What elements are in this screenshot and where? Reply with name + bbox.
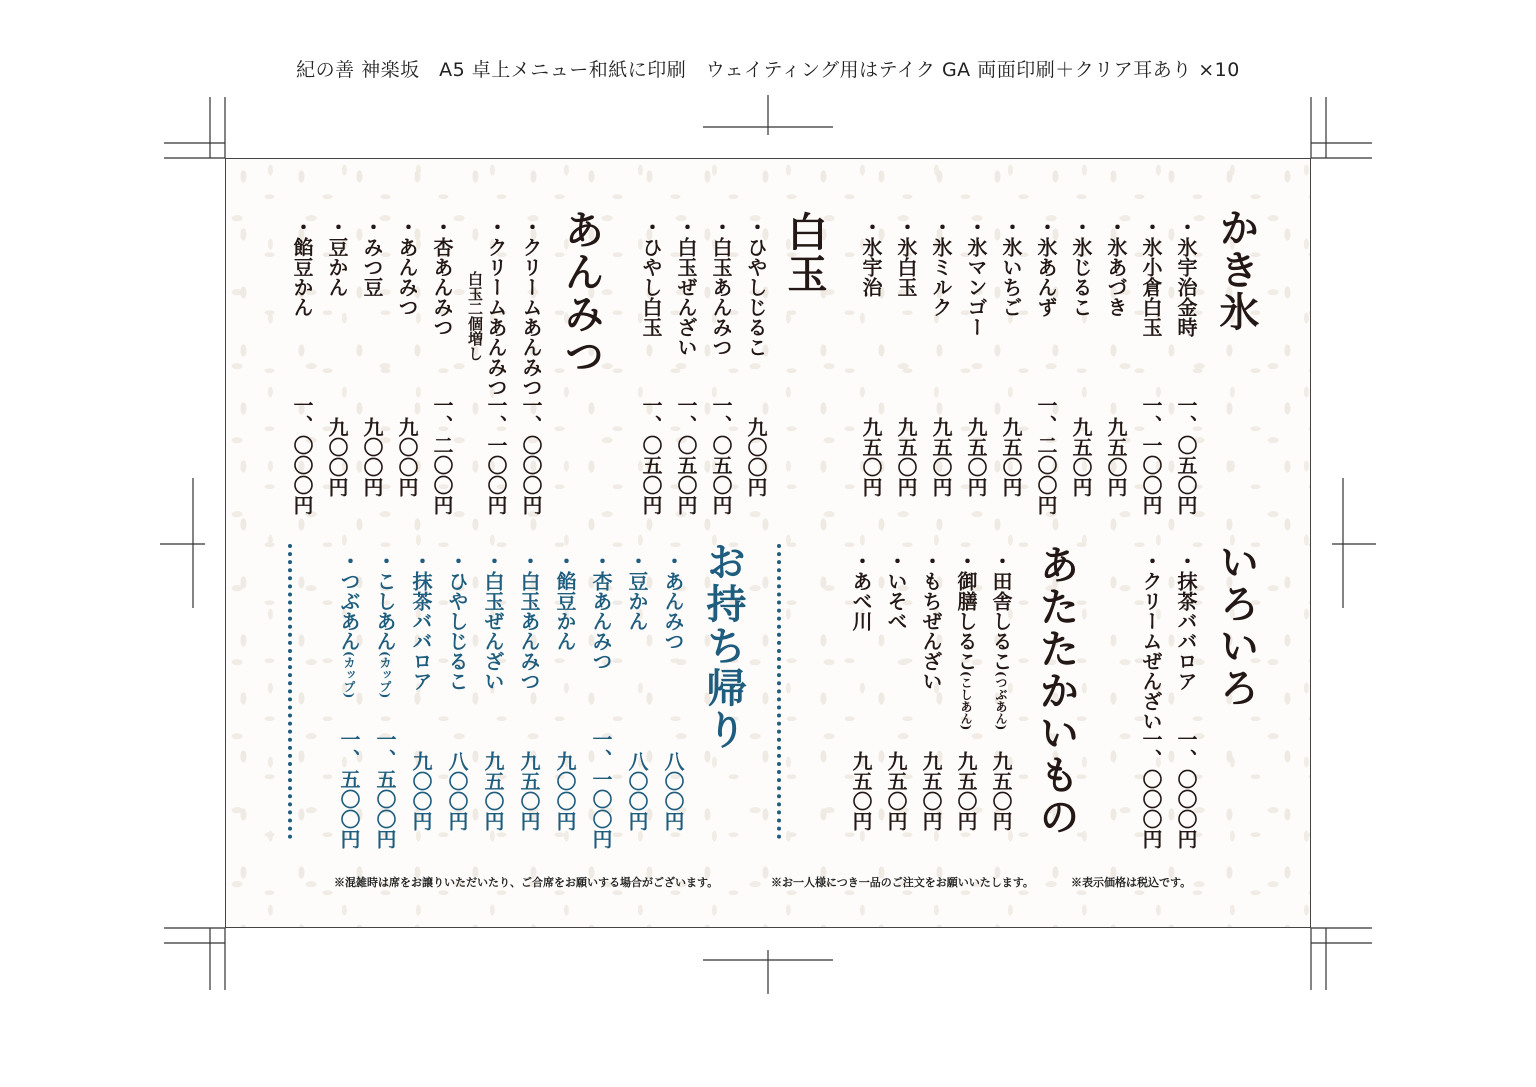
menu-sheet bbox=[225, 158, 1311, 928]
menu-item-name: ・白玉ぜんざい bbox=[674, 217, 698, 357]
menu-item-name: ・白玉ぜんざい bbox=[481, 551, 505, 691]
section-title-iroiro: いろいろ bbox=[1213, 541, 1260, 709]
menu-item-name: ・こしあん(カップ) bbox=[373, 551, 397, 699]
menu-item-price: 一、〇五〇円 bbox=[1174, 395, 1198, 515]
menu-item-price: 一、〇〇〇円 bbox=[1139, 729, 1163, 849]
print-spec-header: 紀の善 神楽坂 A5 卓上メニュー和紙に印刷 ウェイティング用はテイク GA 両面印刷＋クリア耳あり ×10 bbox=[296, 59, 1240, 81]
menu-item-price: 九〇〇円 bbox=[744, 417, 768, 497]
menu-item-price: 一、〇五〇円 bbox=[709, 395, 733, 515]
takeout-divider-left bbox=[288, 544, 292, 839]
menu-item-name: ・あべ川 bbox=[849, 551, 873, 631]
section-title-takeout: お持ち帰り bbox=[700, 541, 747, 751]
menu-item-price: 九五〇円 bbox=[999, 417, 1023, 497]
footer-note-tax: ※表示価格は税込です。 bbox=[1071, 876, 1192, 889]
menu-item-price: 九五〇円 bbox=[884, 751, 908, 831]
menu-item-name: ・氷宇治 bbox=[859, 217, 883, 297]
menu-item-name: ・餡豆かん bbox=[290, 217, 314, 317]
menu-item-price: 一、一〇〇円 bbox=[484, 395, 508, 515]
menu-item-name: ・氷小倉白玉 bbox=[1139, 217, 1163, 337]
menu-item-name: ・つぶあん(カップ) bbox=[337, 551, 361, 699]
menu-item-name: ・氷宇治金時 bbox=[1174, 217, 1198, 337]
menu-item-price: 一、五〇〇円 bbox=[373, 729, 397, 849]
menu-item-price: 九〇〇円 bbox=[360, 417, 384, 497]
menu-item-price: 九五〇円 bbox=[859, 417, 883, 497]
menu-item-price: 九五〇円 bbox=[1104, 417, 1128, 497]
menu-item-name: ・白玉あんみつ bbox=[709, 217, 733, 357]
menu-item-name: ・ひやしじるこ bbox=[445, 551, 469, 691]
section-title-kakigori: かき氷 bbox=[1213, 207, 1260, 333]
menu-item-name: ・氷あんず bbox=[1034, 217, 1058, 317]
menu-item-price: 九五〇円 bbox=[964, 417, 988, 497]
menu-item-name: ・クリームぜんざい bbox=[1139, 551, 1163, 731]
takeout-divider-right bbox=[777, 544, 781, 839]
menu-item-price: 八〇〇円 bbox=[625, 751, 649, 831]
menu-item-price: 九五〇円 bbox=[989, 751, 1013, 831]
menu-item-name: ・クリームあんみつ bbox=[484, 217, 508, 397]
menu-item-name: ・もちぜんざい bbox=[919, 551, 943, 691]
menu-item-note: 白玉二個増し bbox=[466, 271, 484, 361]
menu-item-price: 九〇〇円 bbox=[395, 417, 419, 497]
menu-item-name: ・田舎しるこ(つぶあん) bbox=[989, 551, 1013, 731]
section-title-anmitsu: あんみつ bbox=[558, 209, 605, 377]
menu-item-name: ・抹茶ババロア bbox=[1174, 551, 1198, 691]
menu-item-price: 一、〇五〇円 bbox=[674, 395, 698, 515]
menu-item-name: ・ひやし白玉 bbox=[639, 217, 663, 337]
menu-item-price: 一、〇〇〇円 bbox=[1174, 729, 1198, 849]
menu-item-price: 一、〇〇〇円 bbox=[519, 395, 543, 515]
menu-item-price: 一、二〇〇円 bbox=[1034, 395, 1058, 515]
menu-item-price: 九〇〇円 bbox=[409, 751, 433, 831]
menu-item-price: 八〇〇円 bbox=[661, 751, 685, 831]
menu-item-price: 九五〇円 bbox=[919, 751, 943, 831]
menu-item-price: 八〇〇円 bbox=[445, 751, 469, 831]
menu-item-name: ・抹茶ババロア bbox=[409, 551, 433, 691]
menu-item-name: ・氷あづき bbox=[1104, 217, 1128, 317]
footer-note-seating: ※混雑時は席をお譲りいただいたり、ご合席をお願いする場合がございます。 bbox=[334, 876, 719, 889]
menu-item-name: ・氷じるこ bbox=[1069, 217, 1093, 317]
menu-item-price: 九五〇円 bbox=[849, 751, 873, 831]
menu-item-price: 九五〇円 bbox=[894, 417, 918, 497]
menu-item-name: ・クリームあんみつ bbox=[519, 217, 543, 397]
menu-item-name: ・餡豆かん bbox=[553, 551, 577, 651]
menu-item-name: ・いそべ bbox=[884, 551, 908, 631]
menu-item-price: 一、一〇〇円 bbox=[589, 729, 613, 849]
menu-item-price: 一、一〇〇円 bbox=[1139, 395, 1163, 515]
menu-item-name: ・豆かん bbox=[625, 551, 649, 631]
section-title-shiratama: 白玉 bbox=[781, 211, 828, 295]
menu-item-price: 九五〇円 bbox=[954, 751, 978, 831]
menu-item-name: ・氷いちご bbox=[999, 217, 1023, 317]
menu-item-price: 一、二〇〇円 bbox=[430, 395, 454, 515]
menu-item-name: ・杏あんみつ bbox=[589, 551, 613, 671]
section-title-atatakai: あたたかいもの bbox=[1033, 544, 1080, 838]
menu-item-price: 九〇〇円 bbox=[325, 417, 349, 497]
menu-item-name: ・御膳しるこ(こしあん) bbox=[954, 551, 978, 731]
menu-item-price: 九五〇円 bbox=[929, 417, 953, 497]
menu-item-name: ・氷マンゴー bbox=[964, 217, 988, 337]
menu-item-price: 一、〇五〇円 bbox=[639, 395, 663, 515]
menu-item-name: ・豆かん bbox=[325, 217, 349, 297]
menu-item-name: ・あんみつ bbox=[661, 551, 685, 651]
menu-item-name: ・あんみつ bbox=[395, 217, 419, 317]
menu-item-price: 九五〇円 bbox=[481, 751, 505, 831]
footer-note-order: ※お一人様につき一品のご注文をお願いいたします。 bbox=[771, 876, 1034, 889]
menu-item-name: ・白玉あんみつ bbox=[517, 551, 541, 691]
menu-item-name: ・杏あんみつ bbox=[430, 217, 454, 337]
menu-item-price: 九五〇円 bbox=[1069, 417, 1093, 497]
menu-item-name: ・氷白玉 bbox=[894, 217, 918, 297]
menu-item-price: 九〇〇円 bbox=[553, 751, 577, 831]
menu-item-price: 九五〇円 bbox=[517, 751, 541, 831]
menu-item-name: ・みつ豆 bbox=[360, 217, 384, 297]
menu-item-name: ・ひやしじるこ bbox=[744, 217, 768, 357]
menu-item-price: 一、五〇〇円 bbox=[337, 729, 361, 849]
menu-item-price: 一、〇〇〇円 bbox=[290, 395, 314, 515]
menu-item-name: ・氷ミルク bbox=[929, 217, 953, 317]
